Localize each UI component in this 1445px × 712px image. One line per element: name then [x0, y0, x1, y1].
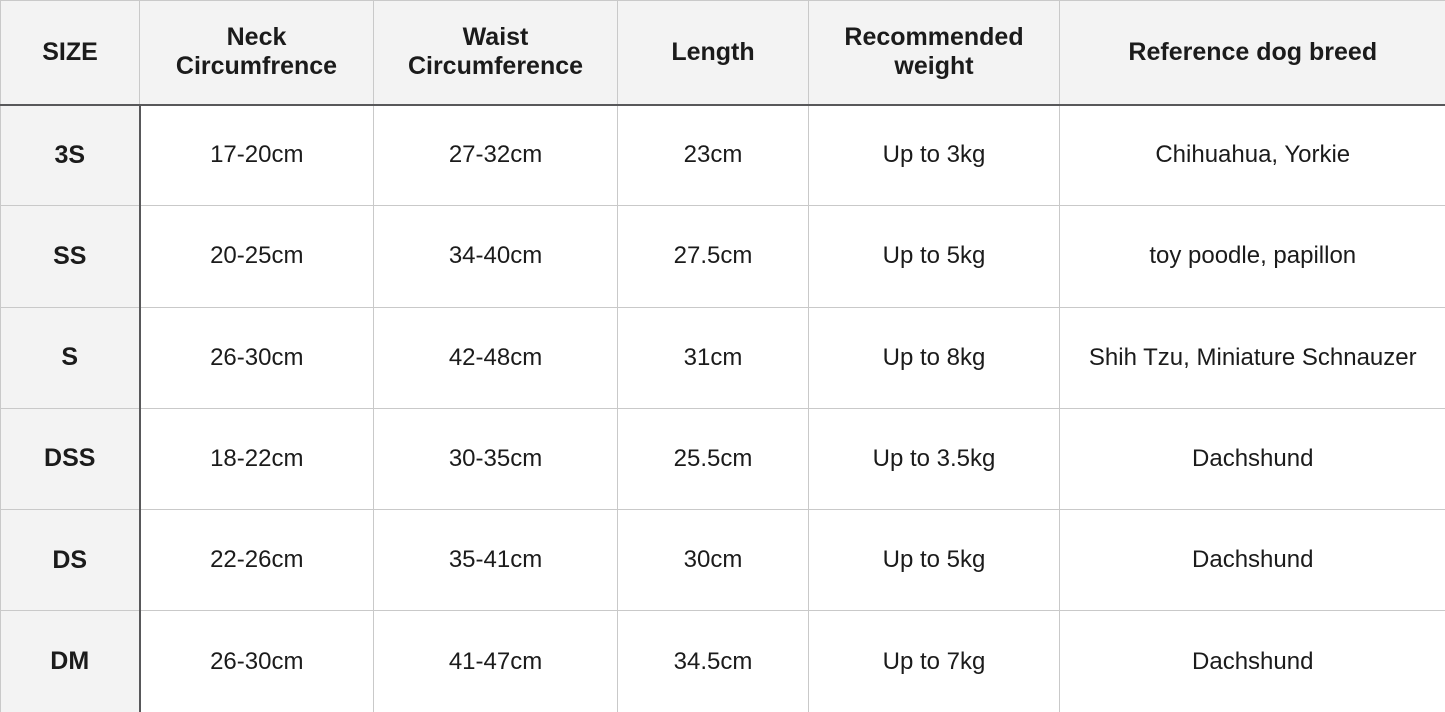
- breed-cell: toy poodle, papillon: [1060, 206, 1445, 307]
- column-header-weight: Recommended weight: [809, 1, 1060, 105]
- length-cell: 25.5cm: [618, 408, 809, 509]
- breed-cell: Dachshund: [1060, 611, 1445, 712]
- weight-cell: Up to 5kg: [809, 206, 1060, 307]
- waist-cell: 27-32cm: [374, 105, 618, 206]
- column-header-length: Length: [618, 1, 809, 105]
- length-cell: 23cm: [618, 105, 809, 206]
- breed-cell: Dachshund: [1060, 510, 1445, 611]
- length-cell: 34.5cm: [618, 611, 809, 712]
- neck-cell: 20-25cm: [140, 206, 374, 307]
- weight-cell: Up to 8kg: [809, 307, 1060, 408]
- table-row: [1, 611, 1445, 712]
- breed-cell: Chihuahua, Yorkie: [1060, 105, 1445, 206]
- breed-cell: Dachshund: [1060, 408, 1445, 509]
- table-row: [1, 408, 1445, 509]
- waist-cell: 42-48cm: [374, 307, 618, 408]
- length-cell: 31cm: [618, 307, 809, 408]
- column-header-breed: Reference dog breed: [1060, 1, 1445, 105]
- neck-cell: 26-30cm: [140, 611, 374, 712]
- neck-cell: 22-26cm: [140, 510, 374, 611]
- table-header: [1, 1, 1445, 105]
- waist-cell: 34-40cm: [374, 206, 618, 307]
- table-body: [1, 105, 1445, 712]
- waist-cell: 41-47cm: [374, 611, 618, 712]
- column-header-waist: Waist Circumference: [374, 1, 618, 105]
- size-cell: SS: [1, 206, 140, 307]
- waist-cell: 30-35cm: [374, 408, 618, 509]
- size-cell: S: [1, 307, 140, 408]
- column-header-neck: Neck Circumfrence: [140, 1, 374, 105]
- table-row: [1, 510, 1445, 611]
- column-header-size: SIZE: [1, 1, 140, 105]
- weight-cell: Up to 3kg: [809, 105, 1060, 206]
- header-row: [1, 1, 1445, 105]
- neck-cell: 17-20cm: [140, 105, 374, 206]
- weight-cell: Up to 3.5kg: [809, 408, 1060, 509]
- size-cell: DM: [1, 611, 140, 712]
- weight-cell: Up to 5kg: [809, 510, 1060, 611]
- length-cell: 30cm: [618, 510, 809, 611]
- table-row: [1, 206, 1445, 307]
- neck-cell: 18-22cm: [140, 408, 374, 509]
- neck-cell: 26-30cm: [140, 307, 374, 408]
- table-row: [1, 307, 1445, 408]
- weight-cell: Up to 7kg: [809, 611, 1060, 712]
- length-cell: 27.5cm: [618, 206, 809, 307]
- size-cell: 3S: [1, 105, 140, 206]
- waist-cell: 35-41cm: [374, 510, 618, 611]
- size-cell: DSS: [1, 408, 140, 509]
- table-row: [1, 105, 1445, 206]
- breed-cell: Shih Tzu, Miniature Schnauzer: [1060, 307, 1445, 408]
- size-cell: DS: [1, 510, 140, 611]
